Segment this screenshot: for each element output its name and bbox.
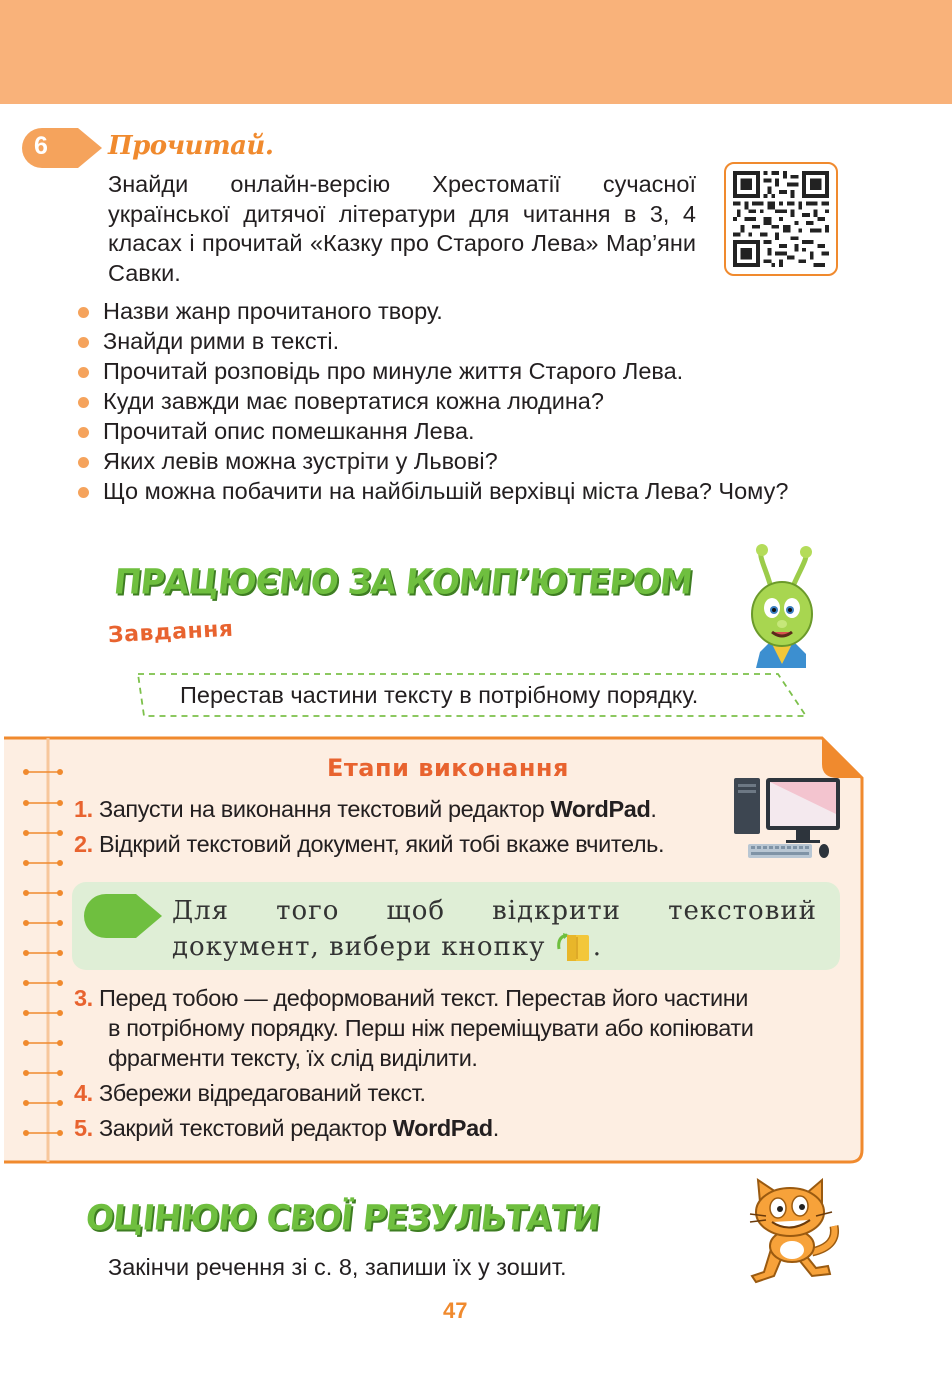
page-number: 47 (443, 1298, 468, 1323)
task-text: Знайди онлайн-версію Хрестоматії сучасної української дитячої літератури для читання в 3, 4 класах і прочитай «Казку про Старого Лева» Мар’яни Савки. (108, 171, 696, 286)
computer-icon (730, 774, 842, 862)
list-item: Назви жанр прочитаного твору. (78, 296, 840, 326)
bullet-icon (78, 337, 89, 348)
task-number-badge (22, 128, 104, 168)
tip-text: Для того щоб відкрити текстовий документ, вибери кнопку . (172, 896, 817, 962)
bullet-icon (78, 367, 89, 378)
bullet-icon (78, 397, 89, 408)
list-item: Знайди рими в тексті. (78, 326, 840, 356)
list-item: Прочитай розповідь про минуле життя Старого Лева. (78, 356, 840, 386)
tip-arrow-icon (84, 894, 164, 938)
computer-section-heading: ПРАЦЮЄМО ЗА КОМП’ЮТЕРОМ (111, 561, 694, 602)
step-1: 1. Запусти на виконання текстовий редактор WordPad. (74, 796, 657, 822)
question-list (78, 296, 840, 506)
scratch-cat-icon (742, 1176, 842, 1284)
bullet-icon (78, 487, 89, 498)
top-color-bar (0, 0, 952, 104)
assignment-text: Перестав частини тексту в потрібному порядку. (180, 682, 699, 708)
bullet-icon (78, 427, 89, 438)
results-section-heading: ОЦІНЮЮ СВОЇ РЕЗУЛЬТАТИ (83, 1197, 602, 1238)
list-item: Що можна побачити на найбільшій верхівці міста Лева? Чому? (78, 476, 840, 506)
steps-title: Етапи виконання (327, 754, 569, 782)
step-5: 5. Закрий текстовий редактор WordPad. (74, 1115, 499, 1141)
assignment-subheading: Завдання (107, 616, 235, 649)
qr-code-icon (733, 171, 829, 267)
bullet-icon (78, 307, 89, 318)
step-2: 2. Відкрий текстовий документ, який тобі вкаже вчитель. (74, 831, 665, 857)
step-3: 3. Перед тобою — деформований текст. Перестав його частини в потрібному порядку. Перш ніж переміщувати або копіювати фрагменти тексту, їх слід виділити. (74, 985, 754, 1071)
list-item: Куди завжди має повертатися кожна людина? (78, 386, 840, 416)
bullet-icon (78, 457, 89, 468)
step-4: 4. Збережи відредагований текст. (74, 1080, 426, 1106)
alien-mascot-icon (742, 544, 822, 668)
qr-code[interactable] (724, 162, 838, 276)
open-folder-icon (555, 927, 593, 963)
list-item: Яких левів можна зустріти у Львові? (78, 446, 840, 476)
task-title: Прочитай. (108, 131, 274, 161)
task-number: 6 (34, 132, 48, 160)
results-text: Закінчи речення зі с. 8, запиши їх у зошит. (108, 1254, 567, 1280)
list-item: Прочитай опис помешкання Лева. (78, 416, 840, 446)
